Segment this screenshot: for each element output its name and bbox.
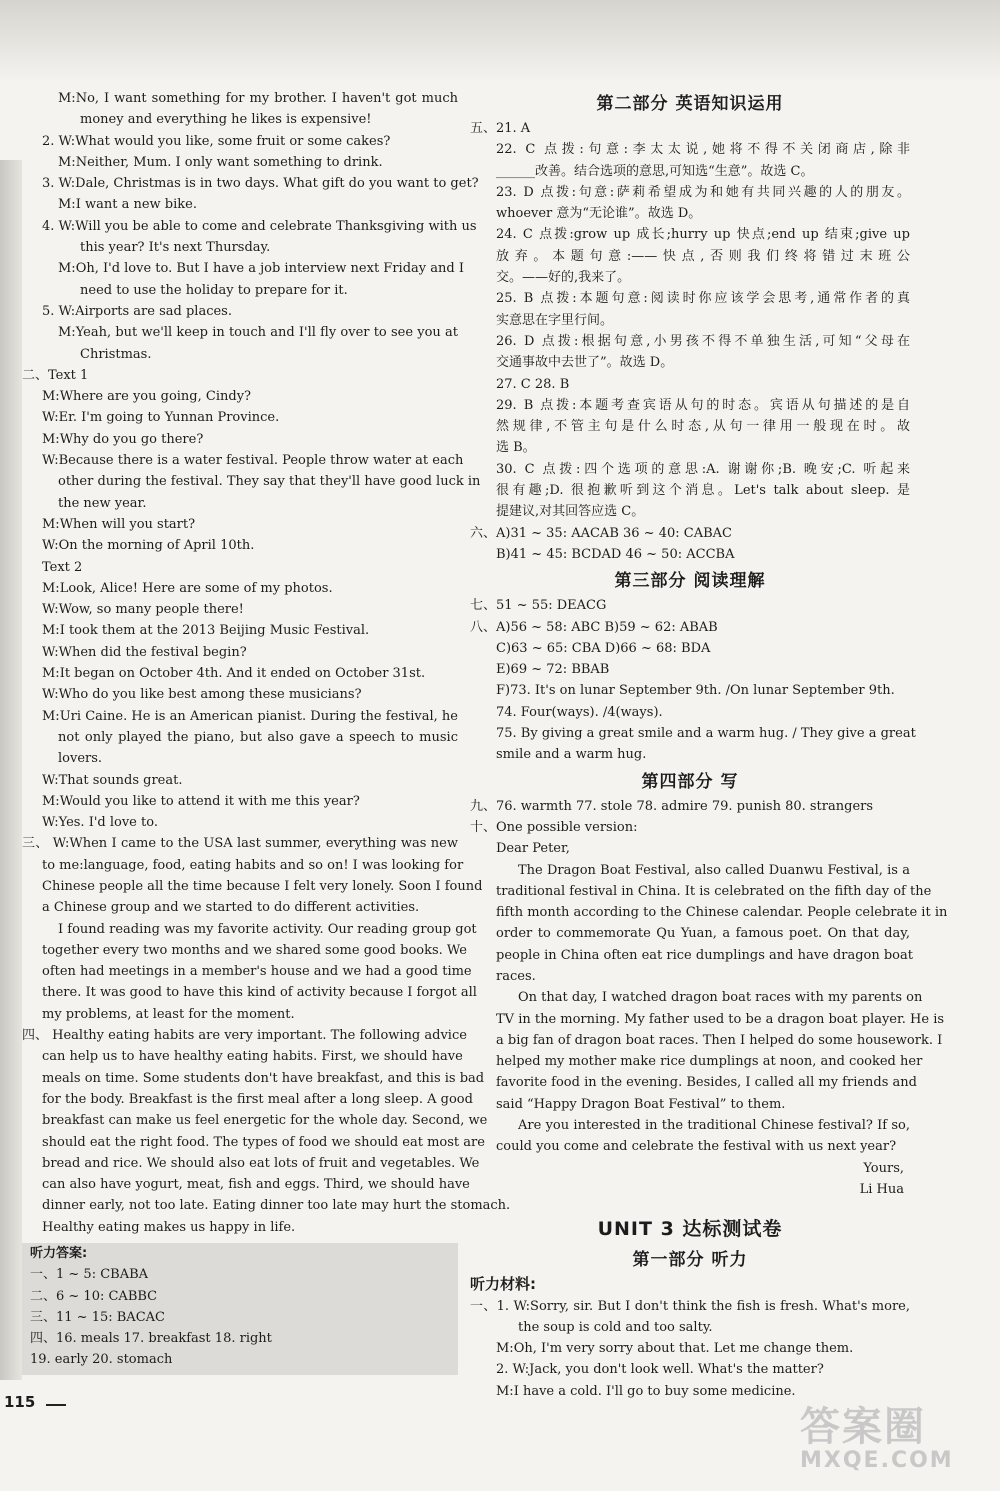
- text-line: M:Where are you going, Cindy?: [42, 389, 252, 405]
- text-line: Christmas.: [80, 346, 152, 362]
- watermark-logo: [800, 1395, 990, 1485]
- text-line: there. It was good to have this kind of activity because I forgot all: [42, 985, 477, 1001]
- text-line: W:Wow, so many people there!: [42, 602, 244, 618]
- text-line: 29. B 点拨:本题考查宾语从句的时态。宾语从句描述的是自: [496, 397, 910, 413]
- text-line: M:No, I want something for my brother. I haven't got much: [58, 91, 458, 106]
- text-line: can also have yogurt, meat, fish and eggs. Third, we should have: [42, 1177, 470, 1193]
- text-line: this year? It's next Thursday.: [80, 240, 271, 256]
- text-line: 三、 W:When I came to the USA last summer, everything was new: [22, 836, 458, 852]
- part3-answers: [470, 595, 916, 765]
- text-line: E)69 ~ 72: BBAB: [496, 662, 610, 678]
- text-line: bread and rice. We should also eat lots of fruit and vegetables. We: [42, 1155, 480, 1171]
- text-line: M:Would you like to attend it with me this year?: [42, 793, 360, 809]
- text-line: can help us to have healthy eating habits. First, we should have: [42, 1049, 463, 1065]
- watermark-url: MXQE.COM: [800, 1448, 954, 1473]
- part4-heading: 第四部分 写: [641, 771, 739, 792]
- text-line: 2. W:Jack, you don't look well. What's the matter?: [496, 1362, 824, 1378]
- text-line: M:When will you start?: [42, 516, 196, 532]
- text-line: 75. By giving a great smile and a warm hug. / They give a great: [496, 726, 916, 742]
- text-line: a Chinese group and we started to do different activities.: [42, 900, 420, 916]
- text-line: races.: [496, 968, 536, 984]
- text-line: 七、51 ~ 55: DEACG: [470, 598, 607, 614]
- text-line: B)41 ~ 45: BCDAD 46 ~ 50: ACCBA: [496, 546, 735, 562]
- text-line: W:On the morning of April 10th.: [42, 538, 255, 554]
- text-line: lovers.: [58, 751, 103, 767]
- text-line: 30. C 点拨:四个选项的意思:A. 谢谢你;B. 晚安;C. 听起来: [496, 461, 910, 477]
- text-line: 放弃。本题句意:——快点,否则我们终将错过末班公: [496, 248, 910, 264]
- page-number: 115: [4, 1393, 36, 1411]
- answer-line: 三、11 ~ 15: BACAC: [30, 1309, 165, 1325]
- page-number-rule: [46, 1404, 66, 1406]
- listening-material: [470, 1296, 910, 1402]
- text-line: 很有趣;D. 很抱歉听到这个消息。Let's talk about sleep. 是: [496, 483, 910, 499]
- text-line: M:Uri Caine. He is an American pianist. During the festival, he: [42, 708, 458, 724]
- text-line: TV in the morning. My father used to be a dragon boat player. He is: [496, 1011, 945, 1027]
- text-line: The Dragon Boat Festival, also called Duanwu Festival, is a: [518, 862, 910, 878]
- text-line: should eat the right food. The types of food we should eat most are: [42, 1134, 485, 1150]
- text-line: M:I took them at the 2013 Beijing Music Festival.: [42, 623, 370, 639]
- text-line: 一、1. W:Sorry, sir. But I don't think the fish is fresh. What's more,: [470, 1298, 910, 1314]
- text-line: 八、A)56 ~ 58: ABC B)59 ~ 62: ABAB: [470, 619, 718, 635]
- text-line: money and everything he likes is expensive!: [80, 112, 372, 128]
- right-column: [470, 88, 948, 1402]
- text-line: people in China often eat rice dumplings and have dragon boat: [496, 947, 913, 963]
- text-line: 然规律,不管主句是什么时态,从句一律用一般现在时。故: [496, 419, 910, 435]
- text-line: 25. B 点拨:本题句意:阅读时你应该学会思考,通常作者的真: [496, 291, 910, 307]
- text-line: M:Yeah, but we'll keep in touch and I'll fly over to see you at: [58, 325, 458, 341]
- text-line: 22. C 点拨:句意:李太太说,她将不得不关闭商店,除非: [496, 142, 910, 158]
- text-line: traditional festival in China. It is celebrated on the fifth day of the: [496, 883, 932, 899]
- text-line: 2. W:What would you like, some fruit or some cakes?: [42, 133, 391, 149]
- text-line: W:Because there is a water festival. People throw water at each: [42, 453, 464, 469]
- page-left-shadow: [0, 160, 22, 1380]
- text-line: M:It began on October 4th. And it ended on October 31st.: [42, 666, 426, 682]
- text-line: 交。——好的,我来了。: [496, 270, 631, 286]
- text-line: 五、21. A: [470, 121, 531, 136]
- signature-name: Li Hua: [859, 1181, 904, 1197]
- text-line: Text 2: [42, 559, 83, 575]
- signature-closing: Yours,: [863, 1160, 904, 1176]
- part3-heading: 第三部分 阅读理解: [614, 571, 766, 592]
- text-line: Chinese people all the time because I felt very lonely. Soon I found: [42, 878, 483, 894]
- text-line: often had meetings in a member's house and we had a good time: [42, 964, 472, 980]
- text-line: 交通事故中去世了”。故选 D。: [496, 355, 674, 371]
- text-line: 5. W:Airports are sad places.: [42, 303, 232, 319]
- text-line: 26. D 点拨:根据句意,小男孩不得不单独生活,可知“父母在: [496, 333, 910, 349]
- text-line: M:Look, Alice! Here are some of my photos.: [42, 580, 333, 596]
- text-line: M:Oh, I'm very sorry about that. Let me change them.: [496, 1341, 854, 1357]
- part2-answers: [470, 118, 910, 565]
- text-line: W:Er. I'm going to Yunnan Province.: [42, 410, 280, 426]
- unit-title: UNIT 3 达标测试卷: [597, 1218, 783, 1241]
- text-line: a big fan of dragon boat races. Then I helped do some housework. I: [496, 1032, 943, 1048]
- text-line: order to commemorate Qu Yuan, a famous poet. On that day,: [496, 926, 910, 942]
- text-line: M:Why do you go there?: [42, 431, 204, 447]
- text-line: 十、One possible version:: [470, 819, 638, 835]
- text-line: 74. Four(ways). /4(ways).: [496, 704, 663, 720]
- listening-material-title: 听力材料:: [470, 1275, 536, 1294]
- text-line: C)63 ~ 65: CBA D)66 ~ 68: BDA: [496, 640, 711, 656]
- text-line: Are you interested in the traditional Chinese festival? If so,: [518, 1118, 910, 1134]
- text-line: 4. W:Will you be able to come and celebrate Thanksgiving with us: [42, 218, 477, 234]
- answer-line: 19. early 20. stomach: [30, 1352, 173, 1368]
- text-line: M:Oh, I'd love to. But I have a job interview next Friday and I: [58, 261, 464, 277]
- part2-heading: 第二部分 英语知识运用: [596, 94, 784, 114]
- answer-line: 四、16. meals 17. breakfast 18. right: [30, 1331, 272, 1347]
- text-line: dinner early, not too late. Eating dinner too late may hurt the stomach.: [42, 1198, 511, 1214]
- text-line: On that day, I watched dragon boat races with my parents on: [518, 990, 923, 1006]
- watermark-text: 答案圈: [800, 1404, 926, 1450]
- text-line: for the body. Breakfast is the first meal after a long sleep. A good: [42, 1091, 473, 1107]
- answer-line: 二、6 ~ 10: CABBC: [30, 1288, 158, 1304]
- text-line: need to use the holiday to prepare for it.: [80, 282, 348, 298]
- text-line: W:Yes. I'd love to.: [42, 815, 158, 831]
- text-line: 选 B。: [496, 440, 536, 456]
- text-line: whoever 意为“无论谁”。故选 D。: [496, 206, 702, 222]
- text-line: 实意思在字里行间。: [496, 312, 614, 328]
- text-line: Healthy eating makes us happy in life.: [42, 1219, 296, 1235]
- text-line: F)73. It's on lunar September 9th. /On lunar September 9th.: [496, 683, 895, 699]
- text-line: Dear Peter,: [496, 841, 570, 857]
- text-line: I found reading was my favorite activity. Our reading group got: [58, 921, 477, 937]
- text-line: fifth month according to the Chinese calendar. People celebrate it in: [496, 905, 948, 921]
- text-line: 27. C 28. B: [496, 376, 570, 392]
- text-line: M:I have a cold. I'll go to buy some medicine.: [496, 1383, 796, 1399]
- text-line: my problems, at least for the moment.: [42, 1006, 295, 1022]
- text-line: 二、Text 1: [22, 367, 89, 383]
- text-line: other during the festival. They say that they'll have good luck in: [58, 474, 481, 490]
- text-line: not only played the piano, but also gave a speech to music: [58, 729, 458, 745]
- text-line: 四、 Healthy eating habits are very important. The following advice: [22, 1028, 467, 1044]
- text-line: meals on time. Some students don't have breakfast, and this is bad: [42, 1070, 485, 1086]
- text-line: said “Happy Dragon Boat Festival” to them.: [496, 1096, 786, 1112]
- text-line: smile and a warm hug.: [496, 747, 647, 763]
- answers-title: 听力答案:: [30, 1246, 88, 1261]
- text-line: the soup is cold and too salty.: [518, 1319, 713, 1335]
- text-line: ______改善。结合选项的意思,可知选“生意”。故选 C。: [496, 163, 814, 179]
- text-line: 23. D 点拨:句意:萨莉希望成为和她有共同兴趣的人的朋友。: [496, 184, 910, 200]
- text-line: M:I want a new bike.: [58, 197, 197, 213]
- answer-line: 一、1 ~ 5: CBABA: [30, 1267, 149, 1283]
- text-line: W:Who do you like best among these musicians?: [42, 687, 362, 703]
- text-line: W:That sounds great.: [42, 772, 183, 788]
- text-line: 六、A)31 ~ 35: AACAB 36 ~ 40: CABAC: [470, 525, 732, 541]
- text-line: breakfast can make us feel energetic for the whole day. Second, we: [42, 1113, 488, 1129]
- text-line: favorite food in the evening. Besides, I called all my friends and: [496, 1075, 917, 1091]
- listening-answers-box: [22, 1243, 458, 1375]
- text-line: together every two months and we shared some good books. We: [42, 942, 467, 958]
- page-top-shadow: [0, 0, 1000, 82]
- part1-heading: 第一部分 听力: [632, 1250, 748, 1271]
- text-line: helped my mother make rice dumplings at noon, and cooked her: [496, 1054, 923, 1070]
- text-line: 提建议,对其回答应选 C。: [496, 504, 645, 520]
- text-line: 24. C 点拨:grow up 成长;hurry up 快点;end up 结束;give up: [496, 227, 910, 243]
- text-line: W:When did the festival begin?: [42, 644, 247, 660]
- text-line: 九、76. warmth 77. stole 78. admire 79. punish 80. strangers: [470, 798, 874, 814]
- text-line: 3. W:Dale, Christmas is in two days. What gift do you want to get?: [42, 176, 479, 192]
- text-line: M:Neither, Mum. I only want something to drink.: [58, 154, 383, 170]
- text-line: the new year.: [58, 495, 147, 511]
- part4-answers: [470, 796, 948, 1158]
- text-line: to me:language, food, eating habits and so on! I was looking for: [42, 857, 464, 873]
- text-line: could you come and celebrate the festival with us next year?: [496, 1139, 897, 1155]
